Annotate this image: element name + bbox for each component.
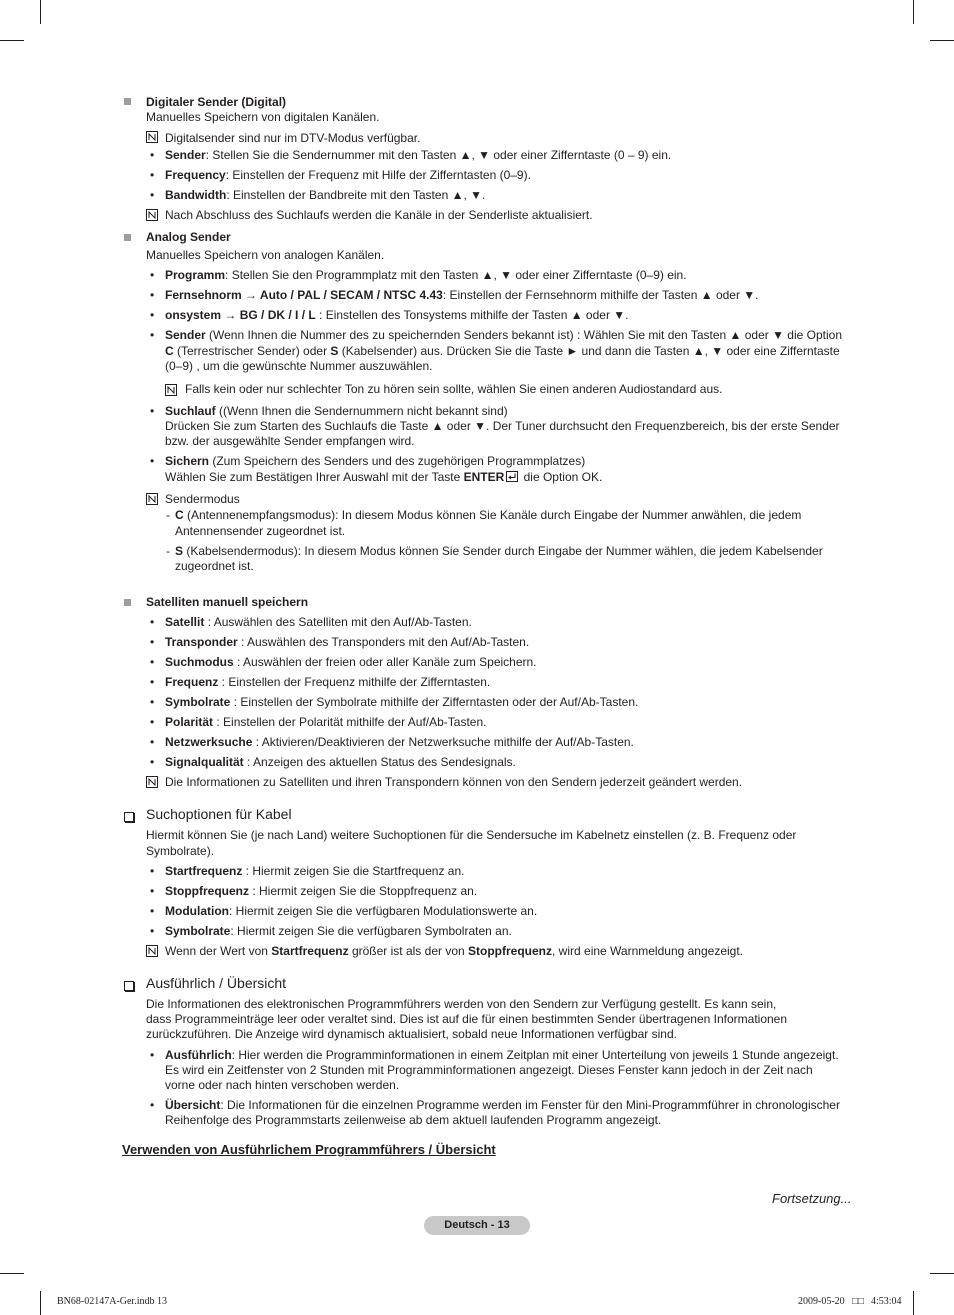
bullet-icon: • — [150, 288, 155, 302]
list-item — [165, 188, 485, 203]
bullet-icon: • — [150, 308, 155, 322]
item-text: : Hiermit zeigen Sie die Stoppfrequenz an. — [249, 884, 478, 898]
enter-icon — [506, 471, 518, 482]
note-text-part: Wenn der Wert von — [165, 944, 272, 958]
item-label: Frequency — [165, 168, 226, 182]
item-label: Bandwidth — [165, 188, 227, 202]
bullet-icon: • — [150, 615, 155, 629]
footer-boxes: □□ — [852, 1296, 865, 1307]
list-item — [165, 675, 490, 690]
list-item — [165, 715, 486, 730]
note-text: Nach Abschluss des Suchlaufs werden die Kanäle in der Senderliste aktualisiert. — [165, 208, 593, 222]
mode-c-label: C — [175, 508, 184, 522]
item-text: : Einstellen des Tonsystems mithilfe der Tasten ▲ oder ▼. — [315, 308, 629, 322]
bullet-icon: • — [150, 268, 155, 282]
item-label: Sichern — [165, 454, 210, 468]
usage-heading: Verwenden von Ausführlichem Programmführers / Übersicht — [122, 1142, 496, 1157]
item-label: Frequenz — [165, 675, 219, 689]
bullet-icon: • — [150, 904, 155, 918]
footer-time: 4:53:04 — [871, 1296, 902, 1307]
note-icon — [146, 945, 158, 957]
bullet-icon: • — [150, 454, 155, 468]
item-text-line: (0–9) , um die gewünschte Nummer auszuwählen. — [165, 359, 433, 373]
section-intro: Die Informationen des elektronischen Programmführers werden von den Sendern zur Verfügung gestellt. Es kann sein, — [146, 997, 777, 1011]
item-label: Fernsehnorm → Auto / PAL / SECAM / NTSC 4.43 — [165, 288, 443, 302]
item-text-line: Antennensender zugeordnet ist. — [175, 524, 346, 538]
note-emphasis: Startfrequenz — [271, 944, 349, 958]
list-item — [165, 735, 634, 750]
list-item — [165, 288, 759, 303]
dash-bullet: - — [166, 508, 170, 522]
list-item — [165, 635, 529, 650]
list-item — [165, 695, 638, 710]
list-item — [165, 168, 531, 183]
item-text: : Stellen Sie die Sendernummer mit den Tasten ▲, ▼ oder einer Zifferntaste (0 – 9) ein. — [205, 148, 672, 162]
item-label: Symbolrate — [165, 924, 231, 938]
item-text-line — [165, 344, 840, 359]
footer-filename: BN68-02147A-Ger.indb 13 — [57, 1296, 167, 1307]
item-text-line: zugeordnet ist. — [175, 559, 254, 573]
bullet-icon: • — [150, 404, 155, 418]
option-s: S — [330, 344, 339, 358]
section-intro: Hiermit können Sie (je nach Land) weitere Suchoptionen für die Sendersuche im Kabelnetz einstellen (z. B. Frequenz oder — [146, 828, 797, 842]
item-text: : Die Informationen für die einzelnen Programme werden im Fenster für den Mini-Programmführer in chronologischer — [220, 1098, 840, 1112]
list-item — [165, 328, 842, 343]
item-text: (Terrestrischer Sender) oder — [173, 344, 331, 358]
bullet-icon: • — [150, 1098, 155, 1112]
bullet-icon: • — [150, 924, 155, 938]
list-item — [165, 1048, 839, 1063]
section-heading-epg: Ausführlich / Übersicht — [146, 975, 287, 991]
bullet-icon: • — [150, 148, 155, 162]
list-item — [165, 148, 671, 163]
item-text: : Einstellen der Frequenz mit Hilfe der Zifferntasten (0–9). — [225, 168, 531, 182]
note-icon — [165, 384, 177, 396]
list-item — [165, 268, 687, 283]
section-title-analog: Analog Sender — [146, 230, 231, 244]
item-text: : Einstellen der Symbolrate mithilfe der Zifferntasten oder der Auf/Ab-Tasten. — [230, 695, 639, 709]
bullet-icon: • — [150, 735, 155, 749]
crop-mark — [930, 1273, 954, 1274]
square-bullet-icon — [124, 98, 131, 105]
item-label: Sender — [165, 148, 206, 162]
item-text-line: Es wird ein Zeitfenster von 2 Stunden mit Programminformationen angezeigt. Dieses Fenster kann jedoch in der Zeit nach — [165, 1063, 813, 1077]
section-intro: Manuelles Speichern von analogen Kanälen. — [146, 248, 385, 262]
item-label: Satellit — [165, 615, 205, 629]
bullet-icon: • — [150, 188, 155, 202]
item-text: : Auswählen der freien oder aller Kanäle zum Speichern. — [233, 655, 537, 669]
note-text: Die Informationen zu Satelliten und ihren Transpondern können von den Sendern jederzeit geändert werden. — [165, 775, 743, 789]
item-text-line: Drücken Sie zum Starten des Suchlaufs die Taste ▲ oder ▼. Der Tuner durchsucht den Frequenzbereich, bis der erste Sender — [165, 419, 840, 433]
item-text: : Hiermit zeigen Sie die Startfrequenz an. — [242, 864, 465, 878]
item-label: Suchlauf — [165, 404, 216, 418]
note-text: Falls kein oder nur schlechter Ton zu hören sein sollte, wählen Sie einen anderen Audiostandard aus. — [185, 382, 723, 396]
list-item — [165, 308, 629, 323]
section-intro: zurückzuführen. Die Anzeige wird dynamisch aktualisiert, sobald neue Informationen verfügbar sind. — [146, 1027, 677, 1041]
item-label: Symbolrate — [165, 695, 231, 709]
page-number-label: Deutsch - 13 — [444, 1219, 510, 1231]
crop-mark — [0, 1273, 24, 1274]
note-text: Sendermodus — [165, 492, 240, 506]
item-label: Ausführlich — [165, 1048, 232, 1062]
bullet-icon: • — [150, 675, 155, 689]
note-icon — [146, 776, 158, 788]
item-label: Startfrequenz — [165, 864, 243, 878]
crop-mark — [913, 0, 914, 24]
note-icon — [146, 209, 158, 221]
section-intro: Symbolrate). — [146, 844, 215, 858]
list-item — [165, 454, 585, 469]
list-item — [165, 755, 516, 770]
crop-mark — [930, 40, 954, 41]
item-text: (Zum Speichern des Senders und des zugehörigen Programmplatzes) — [209, 454, 586, 468]
item-text: : Auswählen des Satelliten mit den Auf/Ab-Tasten. — [204, 615, 472, 629]
item-text: : Stellen Sie den Programmplatz mit den Tasten ▲, ▼ oder einer Zifferntaste (0–9) ein. — [225, 268, 687, 282]
list-item — [175, 508, 801, 523]
list-item — [175, 544, 823, 559]
list-item — [165, 884, 477, 899]
bullet-icon: • — [150, 635, 155, 649]
item-text: : Hiermit zeigen Sie die verfügbaren Modulationswerte an. — [228, 904, 538, 918]
note-text-part: größer ist als der von — [348, 944, 469, 958]
note-text: Digitalsender sind nur im DTV-Modus verfügbar. — [165, 131, 421, 145]
list-item — [165, 404, 508, 419]
item-text: ((Wenn Ihnen die Sendernummern nicht bekannt sind) — [215, 404, 508, 418]
bullet-icon: • — [150, 884, 155, 898]
item-text: : Anzeigen des aktuellen Status des Sendesignals. — [243, 755, 516, 769]
item-text: Wählen Sie zum Bestätigen Ihrer Auswahl mit der Taste — [165, 470, 464, 484]
section-intro: Manuelles Speichern von digitalen Kanälen. — [146, 110, 380, 124]
item-label: Signalqualität — [165, 755, 244, 769]
item-text: : Auswählen des Transponders mit den Auf/Ab-Tasten. — [237, 635, 530, 649]
note-text — [165, 944, 743, 959]
crop-mark — [40, 0, 41, 24]
item-label: Suchmodus — [165, 655, 234, 669]
checkbox-bullet-icon — [124, 812, 134, 822]
footer-date: 2009-05-20 — [798, 1296, 845, 1307]
continued-label: Fortsetzung... — [772, 1191, 852, 1206]
list-item — [165, 655, 537, 670]
item-label: Übersicht — [165, 1098, 221, 1112]
item-label: Stoppfrequenz — [165, 884, 249, 898]
item-label: Sender — [165, 328, 206, 342]
bullet-icon: • — [150, 328, 155, 342]
bullet-icon: • — [150, 715, 155, 729]
section-title-digital: Digitaler Sender (Digital) — [146, 95, 287, 109]
note-icon — [146, 131, 158, 143]
section-title-satellite: Satelliten manuell speichern — [146, 595, 309, 609]
item-text: : Hier werden die Programminformationen in einem Zeitplan mit einer Unterteilung von jeweils 1 Stunde angezeigt. — [231, 1048, 839, 1062]
checkbox-bullet-icon — [124, 981, 134, 991]
list-item — [165, 615, 472, 630]
item-text-line: bzw. der ausgewählte Sender empfangen wird. — [165, 434, 415, 448]
list-item — [165, 904, 537, 919]
item-label: onsystem → BG / DK / I / L — [165, 308, 316, 322]
item-text: (Kabelsendermodus): In diesem Modus können Sie Sender durch Eingabe der Nummer wählen, die jedem Kabelsender — [183, 544, 823, 558]
item-text-line: Reihenfolge des Programmstarts zeilenweise ab dem aktuell laufenden Programm angezeigt. — [165, 1113, 662, 1127]
item-text: (Wenn Ihnen die Nummer des zu speichernden Senders bekannt ist) : Wählen Sie mit den Tasten ▲ oder ▼ die Option — [205, 328, 843, 342]
option-c: C — [165, 344, 174, 358]
section-heading-kabel: Suchoptionen für Kabel — [146, 806, 292, 822]
dash-bullet: - — [166, 544, 170, 558]
item-text: : Einstellen der Bandbreite mit den Tasten ▲, ▼. — [226, 188, 486, 202]
bullet-icon: • — [150, 755, 155, 769]
item-text: : Einstellen der Polarität mithilfe der Auf/Ab-Tasten. — [213, 715, 487, 729]
mode-s-label: S — [175, 544, 184, 558]
item-text: (Antennenempfangsmodus): In diesem Modus können Sie Kanäle durch Eingabe der Nummer anwählen, die jedem — [183, 508, 802, 522]
bullet-icon: • — [150, 655, 155, 669]
item-text-line: vorne oder nach hinten verschoben werden. — [165, 1078, 400, 1092]
list-item — [165, 924, 512, 939]
note-icon — [146, 493, 158, 505]
item-text: die Option OK. — [520, 470, 603, 484]
bullet-icon: • — [150, 168, 155, 182]
crop-mark — [913, 1291, 914, 1315]
item-label: Transponder — [165, 635, 238, 649]
item-label: Programm — [165, 268, 226, 282]
bullet-icon: • — [150, 1048, 155, 1062]
item-text: : Einstellen der Frequenz mithilfe der Zifferntasten. — [218, 675, 491, 689]
list-item — [165, 1098, 840, 1113]
item-text: : Einstellen der Fernsehnorm mithilfe der Tasten ▲ oder ▼. — [442, 288, 759, 302]
square-bullet-icon — [124, 234, 131, 241]
bullet-icon: • — [150, 864, 155, 878]
bullet-icon: • — [150, 695, 155, 709]
square-bullet-icon — [124, 599, 131, 606]
note-emphasis: Stoppfrequenz — [468, 944, 553, 958]
item-text: : Hiermit zeigen Sie die verfügbaren Symbolraten an. — [230, 924, 512, 938]
item-label: Modulation — [165, 904, 229, 918]
crop-mark — [0, 40, 24, 41]
list-item — [165, 864, 464, 879]
note-text-part: , wird eine Warnmeldung angezeigt. — [552, 944, 744, 958]
item-label: Netzwerksuche — [165, 735, 253, 749]
crop-mark — [40, 1291, 41, 1315]
item-text: (Kabelsender) aus. Drücken Sie die Taste ► und dann die Tasten ▲, ▼ oder eine Zifferntaste — [338, 344, 840, 358]
enter-key-label: ENTER — [463, 470, 505, 484]
item-label: Polarität — [165, 715, 214, 729]
section-intro: dass Programmeinträge leer oder veraltet sind. Dies ist auf die für einen bestimmten Sender übertragenen Informationen — [146, 1012, 788, 1026]
item-text-line — [165, 470, 602, 485]
item-text: : Aktivieren/Deaktivieren der Netzwerksuche mithilfe der Auf/Ab-Tasten. — [252, 735, 634, 749]
